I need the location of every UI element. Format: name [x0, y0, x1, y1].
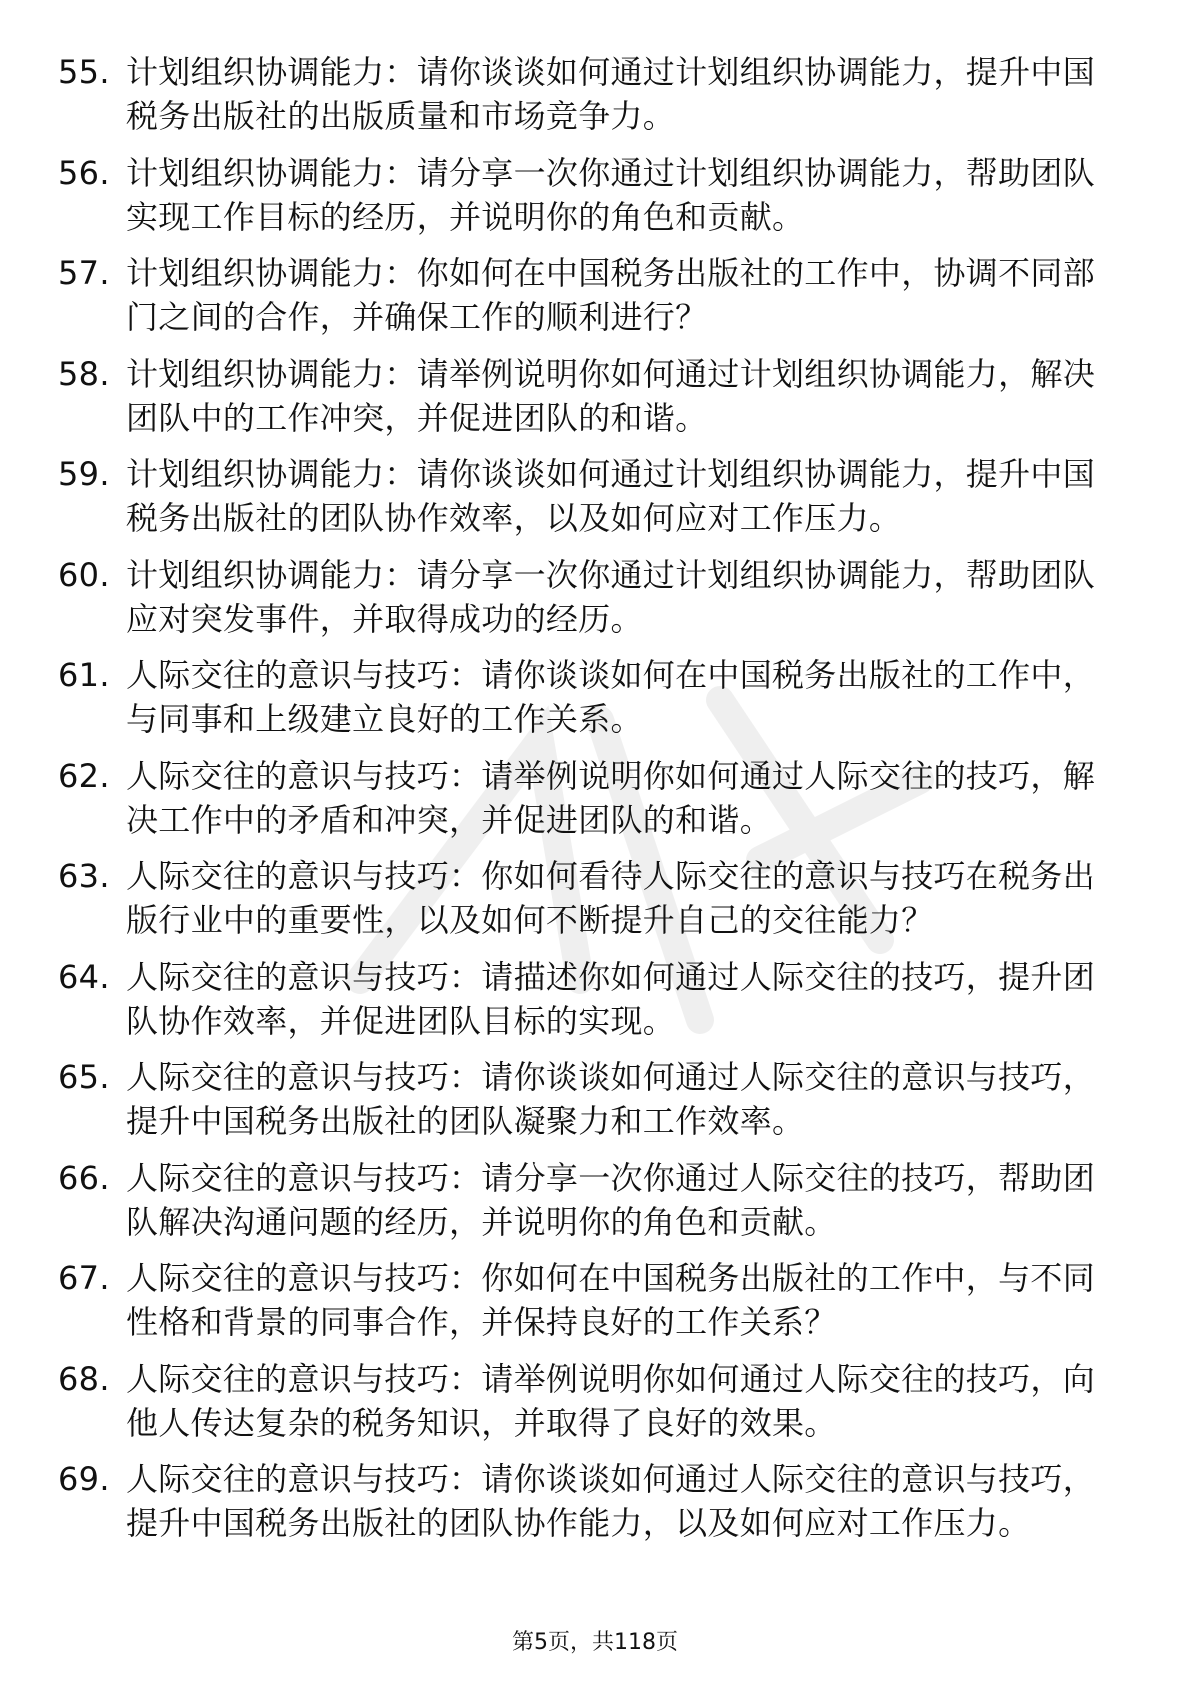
list-item [58, 1156, 1118, 1244]
question-text: 人际交往的意识与技巧：请你谈谈如何通过人际交往的意识与技巧，提升中国税务出版社的团队协作能力，以及如何应对工作压力。 [126, 1460, 1096, 1542]
question-number: 55. [58, 53, 110, 91]
question-text: 人际交往的意识与技巧：请分享一次你通过人际交往的技巧，帮助团队解决沟通问题的经历，并说明你的角色和贡献。 [126, 1158, 1096, 1241]
question-number: 67. [58, 1259, 110, 1297]
question-list [58, 50, 1118, 1558]
list-item [58, 1357, 1118, 1445]
list-item [58, 50, 1118, 138]
question-number: 59. [58, 455, 110, 493]
list-item [58, 1457, 1118, 1545]
list-item [58, 553, 1118, 641]
question-text: 人际交往的意识与技巧：请描述你如何通过人际交往的技巧，提升团队协作效率，并促进团队目标的实现。 [126, 957, 1096, 1040]
question-text: 人际交往的意识与技巧：请举例说明你如何通过人际交往的技巧，向他人传达复杂的税务知识，并取得了良好的效果。 [126, 1359, 1096, 1442]
question-number: 65. [58, 1058, 110, 1096]
question-text: 人际交往的意识与技巧：请你谈谈如何在中国税务出版社的工作中，与同事和上级建立良好的工作关系。 [126, 656, 1096, 738]
question-number: 63. [58, 857, 110, 895]
list-item [58, 854, 1118, 942]
question-text: 计划组织协调能力：请你谈谈如何通过计划组织协调能力，提升中国税务出版社的出版质量和市场竞争力。 [126, 53, 1096, 135]
question-text: 人际交往的意识与技巧：你如何看待人际交往的意识与技巧在税务出版行业中的重要性，以及如何不断提升自己的交往能力？ [126, 857, 1096, 939]
list-item [58, 151, 1118, 239]
question-number: 66. [58, 1158, 110, 1197]
question-text: 计划组织协调能力：请分享一次你通过计划组织协调能力，帮助团队应对突发事件，并取得成功的经历。 [126, 555, 1096, 638]
question-text: 人际交往的意识与技巧：请你谈谈如何通过人际交往的意识与技巧，提升中国税务出版社的团队凝聚力和工作效率。 [126, 1058, 1096, 1140]
question-number: 56. [58, 153, 110, 192]
list-item [58, 653, 1118, 741]
question-text: 人际交往的意识与技巧：请举例说明你如何通过人际交往的技巧，解决工作中的矛盾和冲突，并促进团队的和谐。 [126, 756, 1096, 839]
list-item [58, 452, 1118, 540]
list-item [58, 352, 1118, 440]
question-text: 计划组织协调能力：请举例说明你如何通过计划组织协调能力，解决团队中的工作冲突，并促进团队的和谐。 [126, 354, 1096, 437]
list-item [58, 251, 1118, 339]
question-text: 计划组织协调能力：请你谈谈如何通过计划组织协调能力，提升中国税务出版社的团队协作效率，以及如何应对工作压力。 [126, 455, 1096, 537]
question-text: 计划组织协调能力：请分享一次你通过计划组织协调能力，帮助团队实现工作目标的经历，并说明你的角色和贡献。 [126, 153, 1096, 236]
question-number: 62. [58, 756, 110, 795]
page-number: 第5页，共118页 [512, 1630, 678, 1655]
question-text: 人际交往的意识与技巧：你如何在中国税务出版社的工作中，与不同性格和背景的同事合作，并保持良好的工作关系？ [126, 1259, 1096, 1341]
list-item [58, 1055, 1118, 1143]
question-number: 57. [58, 254, 110, 292]
question-number: 58. [58, 354, 110, 393]
list-item [58, 1256, 1118, 1344]
list-item [58, 955, 1118, 1043]
question-number: 60. [58, 555, 110, 594]
list-item [58, 754, 1118, 842]
question-text: 计划组织协调能力：你如何在中国税务出版社的工作中，协调不同部门之间的合作，并确保工作的顺利进行？ [126, 254, 1096, 336]
question-number: 69. [58, 1460, 110, 1498]
question-number: 64. [58, 957, 110, 996]
question-number: 68. [58, 1359, 110, 1398]
question-number: 61. [58, 656, 110, 694]
